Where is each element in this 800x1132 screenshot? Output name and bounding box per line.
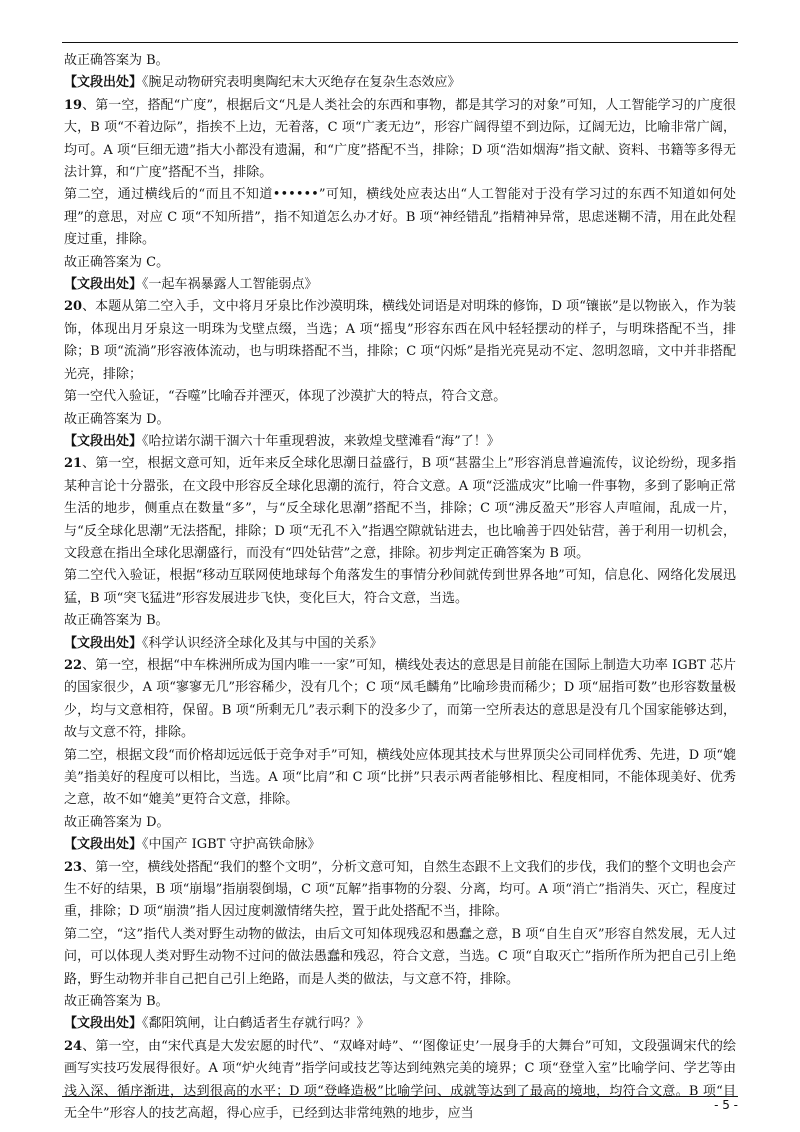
text-paragraph — [64, 812, 736, 834]
question-number: 24 — [64, 1038, 83, 1054]
paragraph-text: 故正确答案为 D。 — [64, 814, 170, 830]
paragraph-text: 《鄱阳筑闸，让白鹤适者生存就行吗？》 — [142, 1016, 370, 1032]
document-body — [64, 50, 736, 1126]
paragraph-text: 第二空，通过横线后的“而且不知道••••••”可知，横线处应表达出“人工智能对于没有学习过的东西不知道如何处理”的意思，对应 C 项“不知所措”，指不知道怎么办才好。B 项“神经错乱”指精神异常，思虑迷糊不清，用在此处程度过重，排除。 — [64, 187, 736, 248]
paragraph-text: 、本题从第二空入手，文中将月牙泉比作沙漠明珠，横线处词语是对明珠的修饰，D 项“镶嵌”是以物嵌入，作为装饰，体现出月牙泉这一明珠为戈壁点缀，当选；A 项“摇曳”形容东西在风中轻轻摆动的样子，与明珠搭配不当，排除；B 项“流淌”形容液体流动，也与明珠搭配不当，排除；C 项“闪烁”是指光亮晃动不定、忽明忽暗，文中并非搭配光亮，排除； — [64, 299, 736, 382]
source-tag: 【文段出处】 — [64, 75, 143, 91]
paragraph-text: 、第一空，由“宋代真是大发宏愿的时代”、“双峰对峙”、“‘图像证史’一展身手的大舞台”可知，文段强调宋代的绘画写实技巧发展得很好。A 项“炉火纯青”指学问或技艺等达到纯熟完美的境界；C 项“登堂入室”比喻学问、学艺等由浅入深、循序渐进，达到很高的水平；D 项“登峰造极”比喻学问、成就等达到了最高的境地，均符合文意。B 项“目无全牛”形容人的技艺高超，得心应手，已经到达非常纯熟的地步，应当 — [64, 1038, 736, 1122]
question-number: 22 — [64, 657, 83, 673]
footer-rule — [62, 1096, 738, 1097]
question-number: 21 — [64, 456, 83, 472]
source-line — [64, 1013, 736, 1035]
paragraph-text: 故正确答案为 D。 — [64, 411, 170, 427]
question-number: 19 — [64, 97, 83, 113]
text-paragraph — [64, 565, 736, 610]
paragraph-text: 《科学认识经济全球化及其与中国的关系》 — [142, 635, 383, 651]
paragraph-text: 故正确答案为 B。 — [64, 53, 169, 68]
source-tag: 【文段出处】 — [64, 837, 143, 853]
paragraph-text: 《哈拉诺尔湖干涸六十年重现碧波，来敦煌戈壁滩看“海”了！》 — [142, 433, 500, 449]
page-number: - 5 - — [714, 1098, 738, 1112]
paragraph-text: 第二空，“这”指代人类对野生动物的做法，由后文可知体现残忍和愚蠢之意，B 项“自生自灭”形容自然发展，无人过问，可以体现人类对野生动物不过问的做法愚蠢和残忍，符合文意，当选。C 项“自取灭亡”指所作所为把自己引上绝路，野生动物并非自己把自己引上绝路，而是人类的做法，与文意不符，排除。 — [64, 926, 736, 987]
source-tag: 【文段出处】 — [64, 277, 143, 293]
question-paragraph — [64, 655, 736, 745]
question-number: 23 — [64, 859, 83, 875]
paragraph-text: 《中国产 IGBT 守护高铁命脉》 — [142, 837, 321, 853]
question-paragraph — [64, 95, 736, 185]
text-paragraph — [64, 50, 736, 72]
paragraph-text: 故正确答案为 C。 — [64, 254, 170, 270]
text-paragraph — [64, 924, 736, 991]
text-paragraph — [64, 409, 736, 431]
text-paragraph — [64, 184, 736, 251]
paragraph-text: 第二空代入验证，根据“移动互联网使地球每个角落发生的事情分秒间就传到世界各地”可知，信息化、网络化发展迅猛，B 项“突飞猛进”形容发展进步飞快，变化巨大，符合文意，当选。 — [64, 568, 736, 606]
paragraph-text: 故正确答案为 B。 — [64, 994, 169, 1010]
header-rule — [62, 42, 738, 43]
text-paragraph — [64, 610, 736, 632]
paragraph-text: 、第一空，根据文意可知，近年来反全球化思潮日益盛行，B 项“甚嚣尘上”形容消息普遍流传，议论纷纷，现多指某种言论十分嚣张，在文段中形容反全球化思潮的流行，符合文意。A 项“泛滥成灾”比喻一件事物，多到了影响正常生活的地步，侧重点在数量“多”，与“反全球化思潮”搭配不当，排除；C 项“沸反盈天”形容人声喧闹，乱成一片，与“反全球化思潮”无法搭配，排除；D 项“无孔不入”指遇空隙就钻进去，也比喻善于四处钻营，善于利用一切机会，文段意在指出全球化思潮盛行，而没有“四处钻营”之意，排除。初步判定正确答案为 B 项。 — [64, 456, 736, 561]
paragraph-text: 《一起车祸暴露人工智能弱点》 — [142, 277, 318, 293]
question-paragraph — [64, 857, 736, 924]
text-paragraph — [64, 745, 736, 812]
text-paragraph — [64, 386, 736, 408]
paragraph-text: 《腕足动物研究表明奥陶纪末大灭绝存在复杂生态效应》 — [142, 75, 461, 91]
question-paragraph — [64, 453, 736, 565]
source-line — [64, 72, 736, 94]
paragraph-text: 故正确答案为 B。 — [64, 613, 169, 629]
source-tag: 【文段出处】 — [64, 1016, 143, 1032]
source-tag: 【文段出处】 — [64, 635, 143, 651]
source-tag: 【文段出处】 — [64, 433, 143, 449]
paragraph-text: 、第一空，横线处搭配“我们的整个文明”，分析文意可知，自然生态跟不上文我们的步伐，我们的整个文明也会产生不好的结果，B 项“崩塌”指崩裂倒塌，C 项“瓦解”指事物的分裂、分离，均可。A 项“消亡”指消失、灭亡，程度过重，排除；D 项“崩溃”指人因过度刺激情绪失控，置于此处搭配不当，排除。 — [64, 859, 736, 920]
source-line — [64, 274, 736, 296]
source-line — [64, 834, 736, 856]
paragraph-text: 、第一空，根据“中车株洲所成为国内唯一一家”可知，横线处表达的意思是目前能在国际上制造大功率 IGBT 芯片的国家很少，A 项“寥寥无几”形容稀少，没有几个；C 项“凤毛麟角”比喻珍贵而稀少；D 项“屈指可数”也形容数量极少，均与文意相符，保留。B 项“所剩无几”表示剩下的没多少了，而第一空所表达的意思是没有几个国家能够达到，故与文意不符，排除。 — [64, 657, 736, 741]
text-paragraph — [64, 991, 736, 1013]
paragraph-text: 、第一空，搭配“广度”，根据后文“凡是人类社会的东西和事物，都是其学习的对象”可知，人工智能学习的广度很大，B 项“不着边际”，指挨不上边，无着落，C 项“广袤无边”，形容广阔得望不到边际，辽阔无边，比喻非常广阔，均可。A 项“巨细无遗”指大小都没有遗漏，和“广度”搭配不当，排除；D 项“浩如烟海”指文献、资料、书籍等多得无法计算，和“广度”搭配不当，排除。 — [64, 97, 736, 181]
question-number: 20 — [64, 299, 83, 315]
paragraph-text: 第二空，根据文段“而价格却远远低于竞争对手”可知，横线处应体现其技术与世界顶尖公司同样优秀、先进，D 项“媲美”指美好的程度可以相比，当选。A 项“比肩”和 C 项“比拼”只表示两者能够相比、程度相同，不能体现美好、优秀之意，故不如“媲美”更符合文意，排除。 — [64, 747, 736, 808]
paragraph-text: 第一空代入验证，“吞噬”比喻吞并湮灭，体现了沙漠扩大的特点，符合文意。 — [64, 389, 507, 405]
source-line — [64, 633, 736, 655]
source-line — [64, 431, 736, 453]
question-paragraph — [64, 1036, 736, 1126]
text-paragraph — [64, 252, 736, 274]
question-paragraph — [64, 296, 736, 386]
